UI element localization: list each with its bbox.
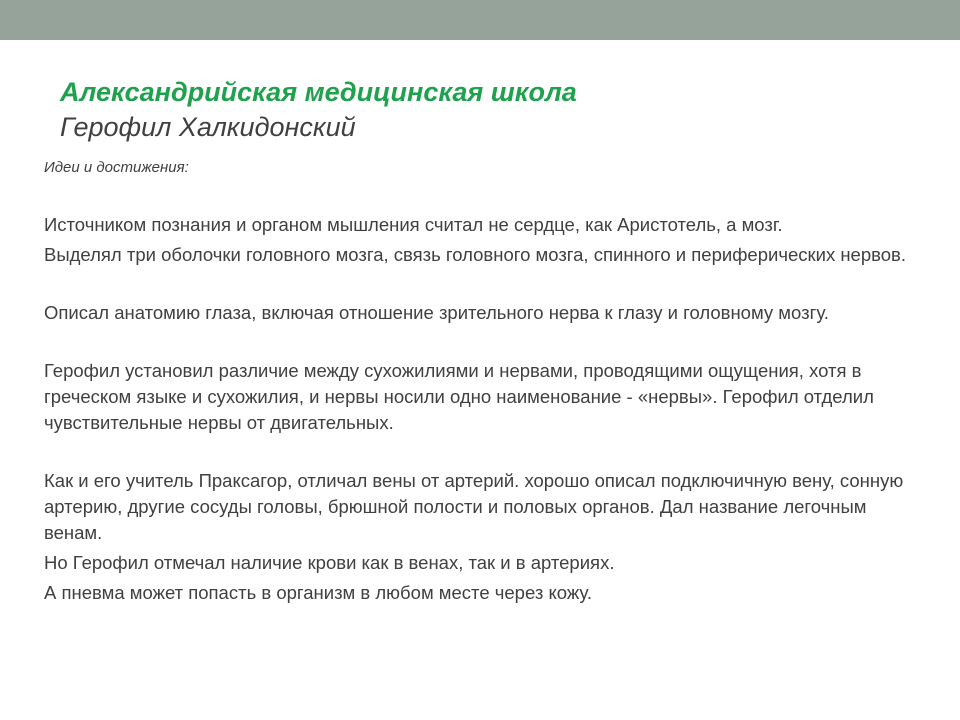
paragraph-tendons-nerves: Герофил установил различие между сухожилиями и нервами, проводящими ощущения, хотя в греческом языке и сухожилия, и нервы носили одно наименование - «нервы». Герофил отделил чувствительные нервы от двигательных. xyxy=(44,360,874,433)
subtitle: Идеи и достижения: xyxy=(44,159,189,176)
slide-body xyxy=(44,212,924,606)
paragraph-blood: Но Герофил отмечал наличие крови как в венах, так и в артериях. xyxy=(44,552,615,573)
paragraph-pneuma: А пневма может попасть в организм в любом месте через кожу. xyxy=(44,582,592,603)
slide-title xyxy=(60,74,900,144)
title-school: Александрийская медицинская школа xyxy=(60,77,577,107)
title-person: Герофил Халкидонский xyxy=(60,112,356,142)
top-decorative-bar xyxy=(0,0,960,40)
paragraph-brain-membranes: Выделял три оболочки головного мозга, связь головного мозга, спинного и периферических нервов. xyxy=(44,244,907,265)
paragraph-knowledge-source: Источником познания и органом мышления считал не сердце, как Аристотель, а мозг. xyxy=(44,214,783,235)
paragraph-veins-arteries: Как и его учитель Праксагор, отличал вены от артерий. хорошо описал подключичную вену, сонную артерию, другие сосуды головы, брюшной полости и половых органов. Дал название легочным венам. xyxy=(44,470,904,543)
paragraph-eye-anatomy: Описал анатомию глаза, включая отношение зрительного нерва к глазу и головному мозгу. xyxy=(44,302,829,323)
